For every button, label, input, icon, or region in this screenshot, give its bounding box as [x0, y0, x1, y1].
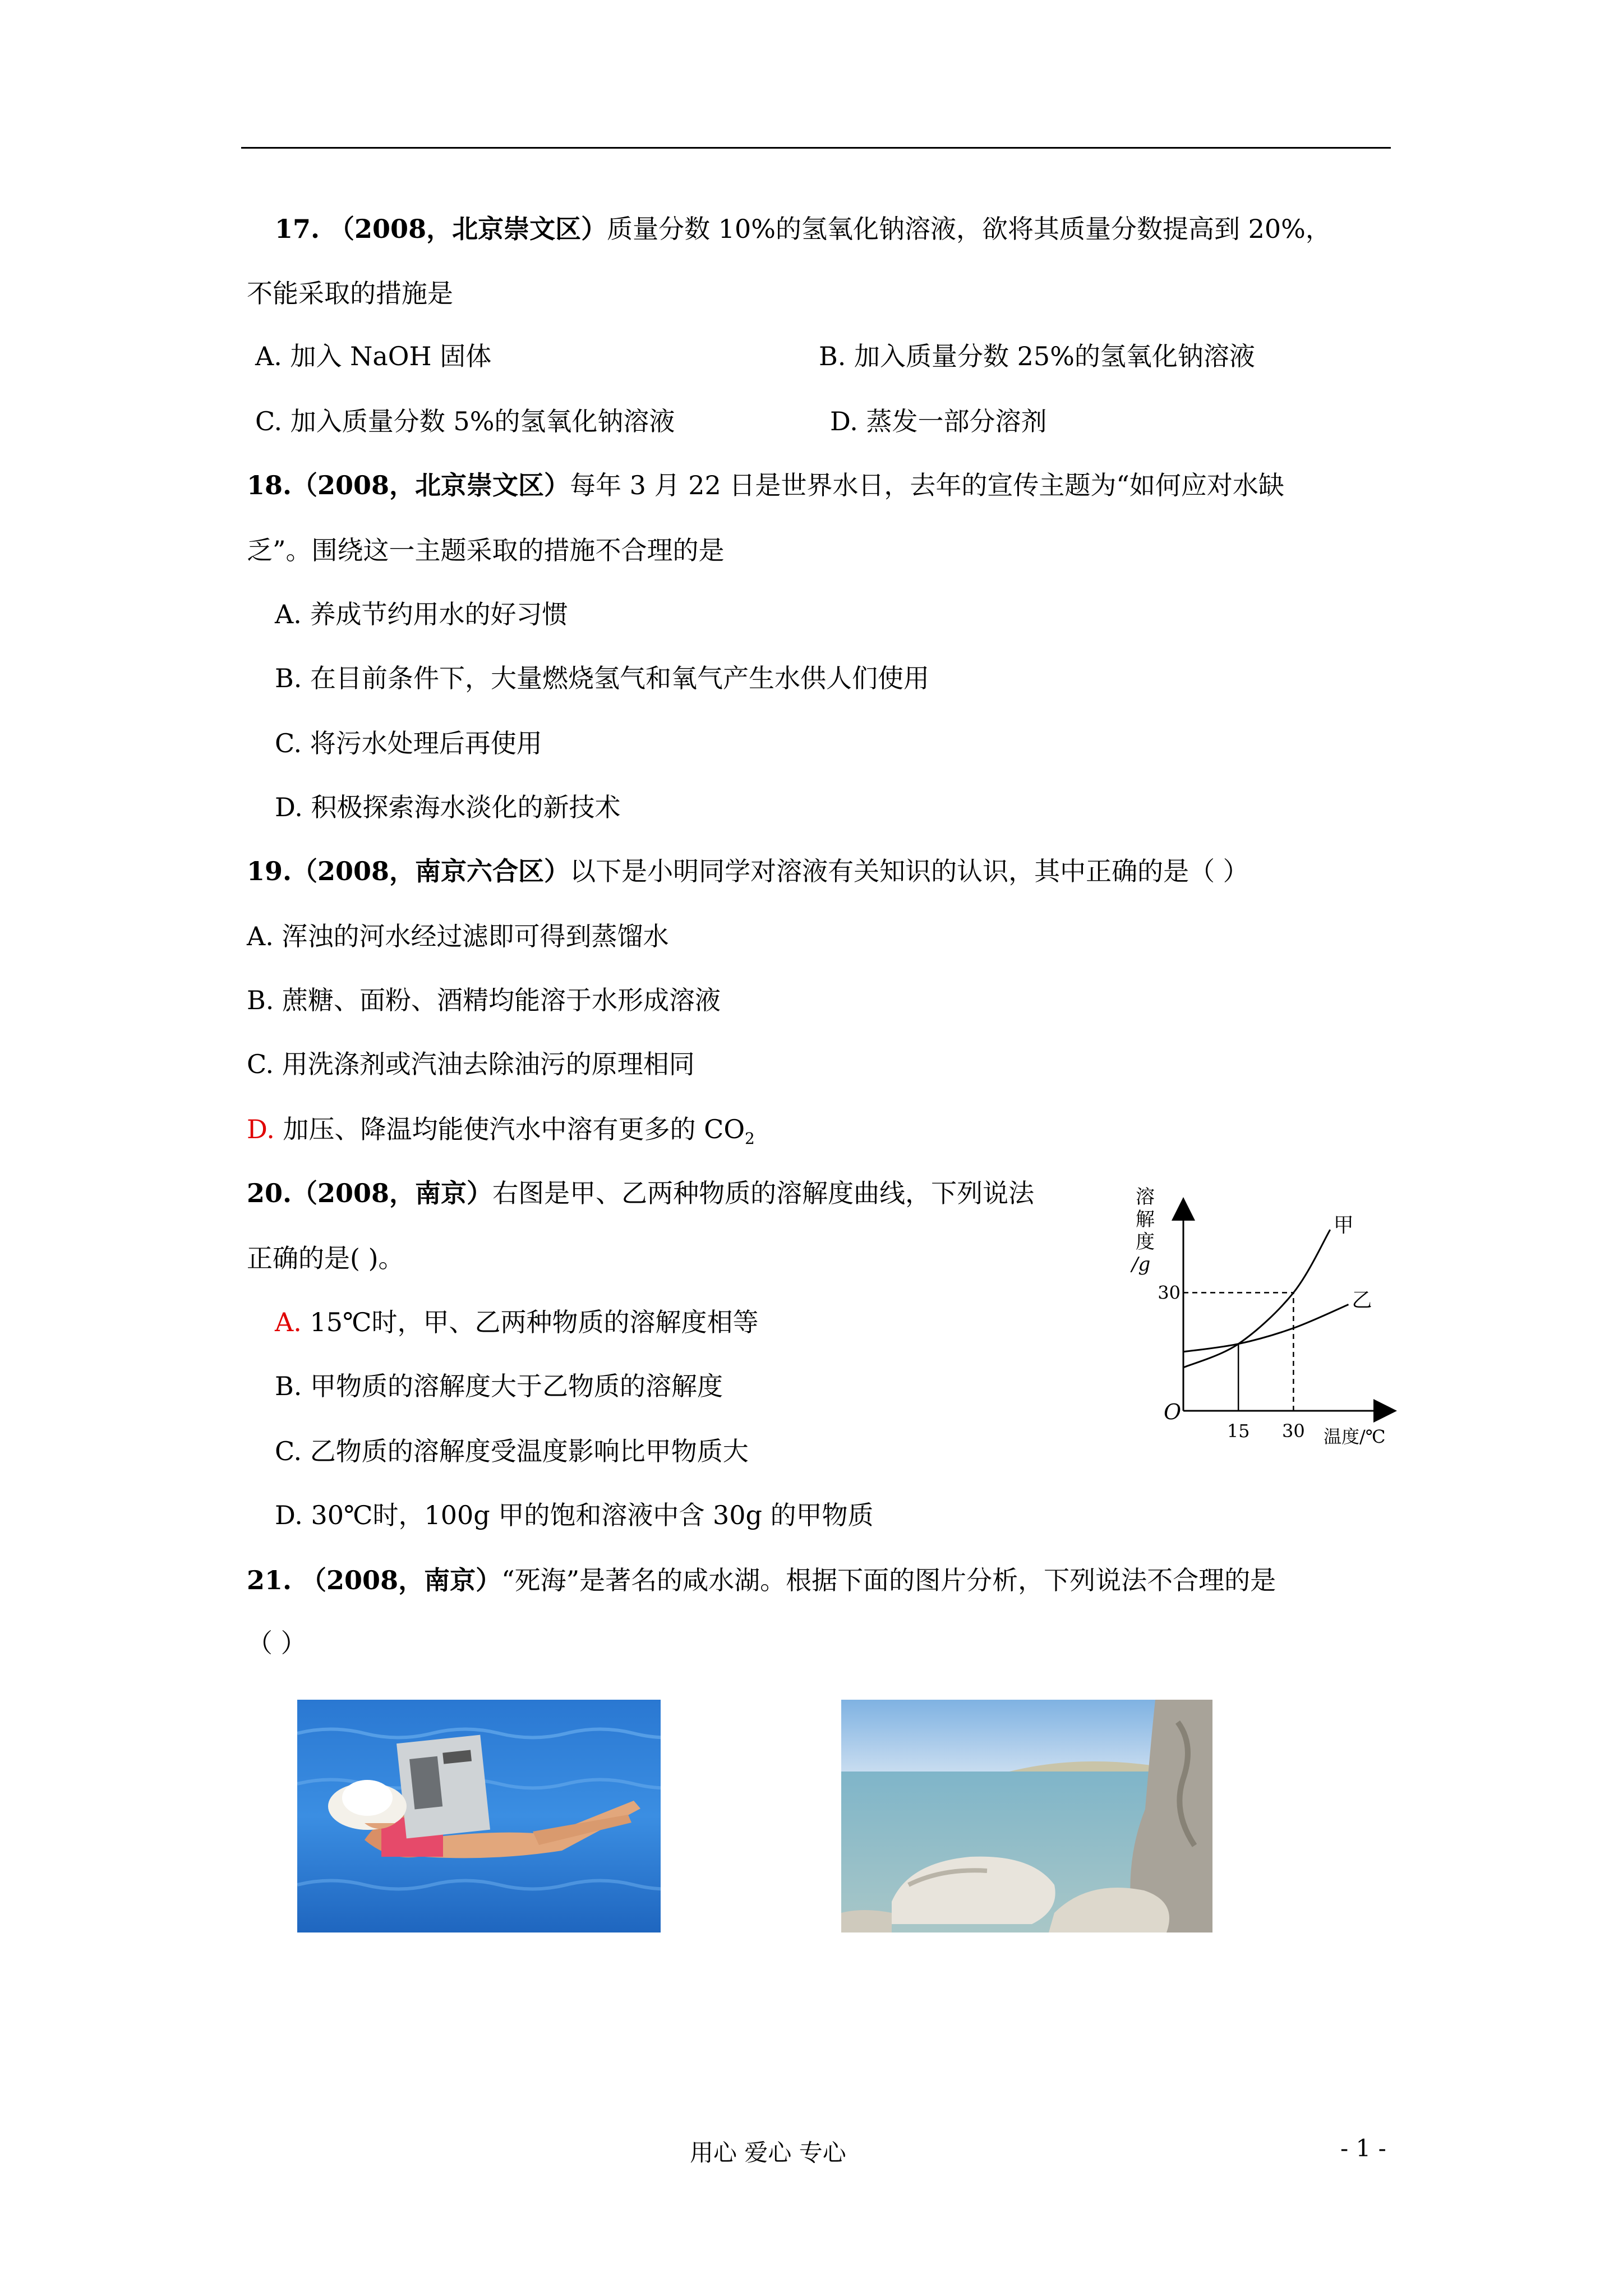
q17-option-d: D. 蒸发一部分溶剂: [830, 406, 1047, 436]
q18-option-a: A. 养成节约用水的好习惯: [275, 599, 568, 629]
q21-stem: “死海”是著名的咸水湖。根据下面的图片分析，下列说法不合理的是: [501, 1565, 1276, 1595]
q20-option-b: B. 甲物质的溶解度大于乙物质的溶解度: [275, 1371, 723, 1401]
q20-option-a-letter: A.: [275, 1307, 302, 1337]
y-axis-unit: /g: [1132, 1253, 1151, 1276]
q20-stem: 右图是甲、乙两种物质的溶解度曲线，下列说法: [492, 1178, 1035, 1208]
q19-option-d-text: 加压、降温均能使汽水中溶有更多的 CO: [274, 1114, 745, 1144]
q17-option-b: B. 加入质量分数 25%的氢氧化钠溶液: [819, 341, 1255, 371]
q18-line2: 乏”。围绕这一主题采取的措施不合理的是: [247, 535, 725, 565]
x-axis-label: 温度/℃: [1324, 1426, 1386, 1447]
y-tick-30: 30: [1158, 1282, 1181, 1304]
q21-line2: （ ）: [247, 1628, 307, 1658]
q18-stem: 每年 3 月 22 日是世界水日，去年的宣传主题为“如何应对水缺: [570, 470, 1284, 500]
q19-option-b: B. 蔗糖、面粉、酒精均能溶于水形成溶液: [247, 985, 721, 1015]
q20-label: 20.（2008，南京）: [247, 1178, 493, 1208]
q20-option-c: C. 乙物质的溶解度受温度影响比甲物质大: [275, 1436, 749, 1466]
series-jia-label: 甲: [1333, 1214, 1354, 1237]
x-tick-30: 30: [1282, 1420, 1305, 1442]
y-axis-label-char-2: 解: [1136, 1208, 1155, 1231]
q18-line1: [247, 472, 1284, 498]
q18-option-d: D. 积极探索海水淡化的新技术: [275, 792, 621, 822]
q19-option-a: A. 浑浊的河水经过滤即可得到蒸馏水: [247, 921, 669, 951]
q17-stem: 质量分数 10%的氢氧化钠溶液，欲将其质量分数提高到 20%，: [607, 214, 1331, 244]
q19-line1: [247, 858, 1249, 884]
dead-sea-shore-photo: [841, 1700, 1212, 1932]
q18-label: 18.（2008，北京崇文区）: [247, 470, 570, 500]
x-tick-15: 15: [1227, 1420, 1250, 1442]
q20-option-d: D. 30℃时，100g 甲的饱和溶液中含 30g 的甲物质: [275, 1500, 874, 1530]
series-yi-label: 乙: [1352, 1289, 1372, 1312]
q20-line1: [247, 1180, 1034, 1206]
q19-option-d-letter: D.: [247, 1114, 275, 1144]
q17-option-a: A. 加入 NaOH 固体: [255, 341, 492, 371]
q18-option-b: B. 在目前条件下，大量燃烧氢气和氧气产生水供人们使用: [275, 663, 930, 693]
q19-stem: 以下是小明同学对溶液有关知识的认识，其中正确的是（ ）: [570, 856, 1249, 886]
q21-label: 21. （2008，南京）: [247, 1565, 502, 1595]
q17-line2: 不能采取的措施是: [247, 278, 453, 309]
q19-option-d-subscript: 2: [745, 1129, 755, 1148]
q18-option-c: C. 将污水处理后再使用: [275, 728, 542, 758]
q20-option-a-text: 15℃时，甲、乙两种物质的溶解度相等: [301, 1307, 759, 1337]
q21-line1: [247, 1567, 1276, 1593]
dead-sea-floating-photo: [297, 1700, 661, 1932]
series-yi-curve: [1183, 1305, 1349, 1352]
q19-option-c: C. 用洗涤剂或汽油去除油污的原理相同: [247, 1049, 695, 1079]
header-rule: [241, 147, 1391, 149]
q20-option-a: [275, 1309, 758, 1335]
y-axis-label-char-1: 溶: [1136, 1186, 1155, 1208]
q17-option-c: C. 加入质量分数 5%的氢氧化钠溶液: [255, 406, 675, 436]
q17-line1: [275, 216, 1331, 242]
origin-label: O: [1164, 1400, 1182, 1424]
series-jia-curve: [1183, 1230, 1330, 1368]
y-axis-label-char-3: 度: [1136, 1231, 1155, 1253]
q19-option-d: [247, 1116, 755, 1147]
q20-line2: 正确的是( )。: [247, 1243, 404, 1273]
solubility-chart: [1127, 1172, 1408, 1458]
footer-motto: 用心 爱心 专心: [690, 2139, 846, 2166]
q19-label: 19.（2008，南京六合区）: [247, 856, 570, 886]
page-number: - 1 -: [1340, 2134, 1386, 2162]
q17-label: 17. （2008，北京崇文区）: [275, 214, 607, 244]
